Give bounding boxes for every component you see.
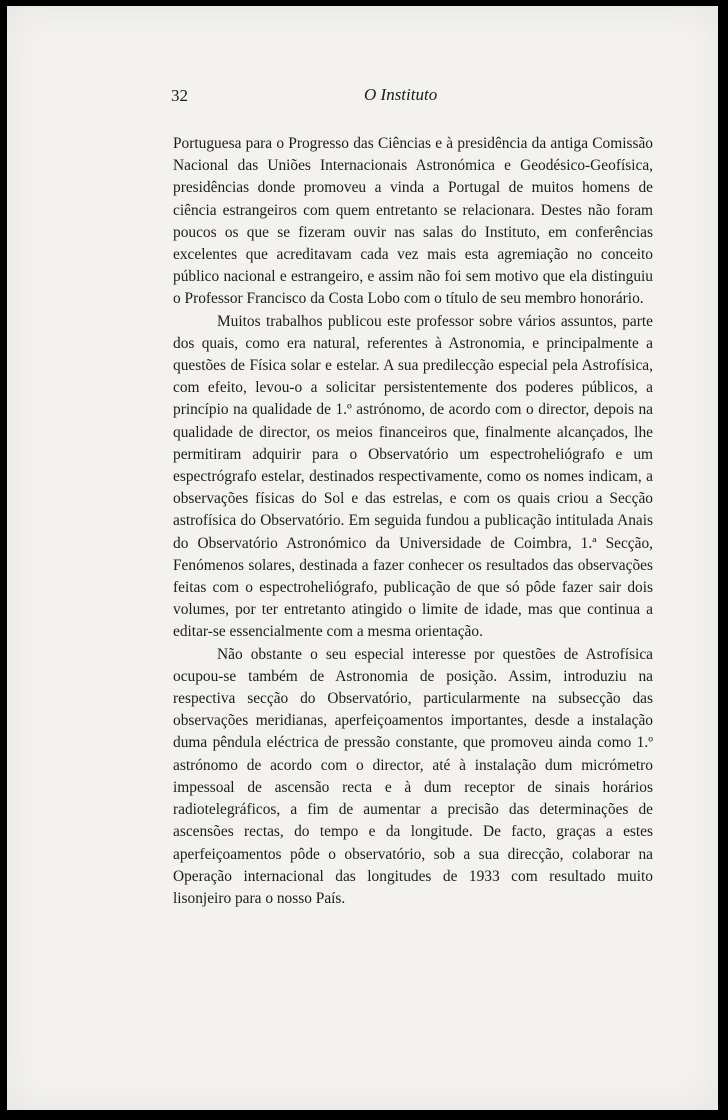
page-number: 32 xyxy=(171,86,188,105)
page-header xyxy=(7,80,718,108)
book-page xyxy=(7,6,718,1110)
paragraph: Muitos trabalhos publicou este professor sobre vários assuntos, parte dos quais, como era natural, referentes à Astronomia, e principalmente a questões de Física solar e estelar. A sua predilecção especial pela Astrofísica, com efeito, levou-o a solicitar persistentemente dos poderes públicos, a princípio na qualidade de 1.º astrónomo, de acordo com o director, depois na qualidade de director, os meios financeiros que, finalmente alcançados, lhe permitiram adquirir para o Observatório um espectroheliógrafo e um espectrógrafo estelar, destinados respectivamente, como os nomes indicam, a observações físicas do Sol e das estrelas, e com os quais criou a Secção astrofísica do Observatório. Em seguida fundou a publicação intitulada Anais do Observatório Astronómico da Universidade de Coimbra, 1.ª Secção, Fenómenos solares, destinada a fazer conhecer os resultados das observações feitas com o espectroheliógrafo, publicação de que só pôde fazer sair dois volumes, por ter entretanto atingido o limite de idade, mas que continua a editar-se essencialmente com a mesma orientação. xyxy=(173,312,653,641)
paragraph: Não obstante o seu especial interesse por questões de Astrofísica ocupou-se também de Astronomia de posição. Assim, introduziu na respectiva secção do Observatório, particularmente na subsecção das observações meridianas, aperfeiçoamentos importantes, desde a instalação duma pêndula eléctrica de pressão constante, que promoveu ainda como 1.º astrónomo de acordo com o director, até à instalação dum micrómetro impessoal de ascensão recta e à dum receptor de sinais horários radiotelegráficos, a fim de aumentar a precisão das determinações de ascensões rectas, do tempo e da longitude. De facto, graças a estes aperfeiçoamentos pôde o observatório, sob a sua direcção, colaborar na Operação internacional das longitudes de 1933 com resultado muito lisonjeiro para o nosso País. xyxy=(173,645,653,907)
running-title: O Instituto xyxy=(364,85,438,104)
body-text xyxy=(173,133,653,910)
paragraph: Portuguesa para o Progresso das Ciências e à presidência da antiga Comissão Nacional das Uniões Internacionais Astronómica e Geodésico-Geofísica, presidências donde promoveu a vinda a Portugal de muitos homens de ciência estrangeiros com quem entretanto se relacionara. Destes não foram poucos os que se fizeram ouvir nas salas do Instituto, em conferências excelentes que acreditavam cada vez mais esta agremiação no conceito público nacional e estrangeiro, e assim não foi sem motivo que ela distinguiu o Professor Francisco da Costa Lobo com o título de seu membro honorário. xyxy=(173,135,653,308)
